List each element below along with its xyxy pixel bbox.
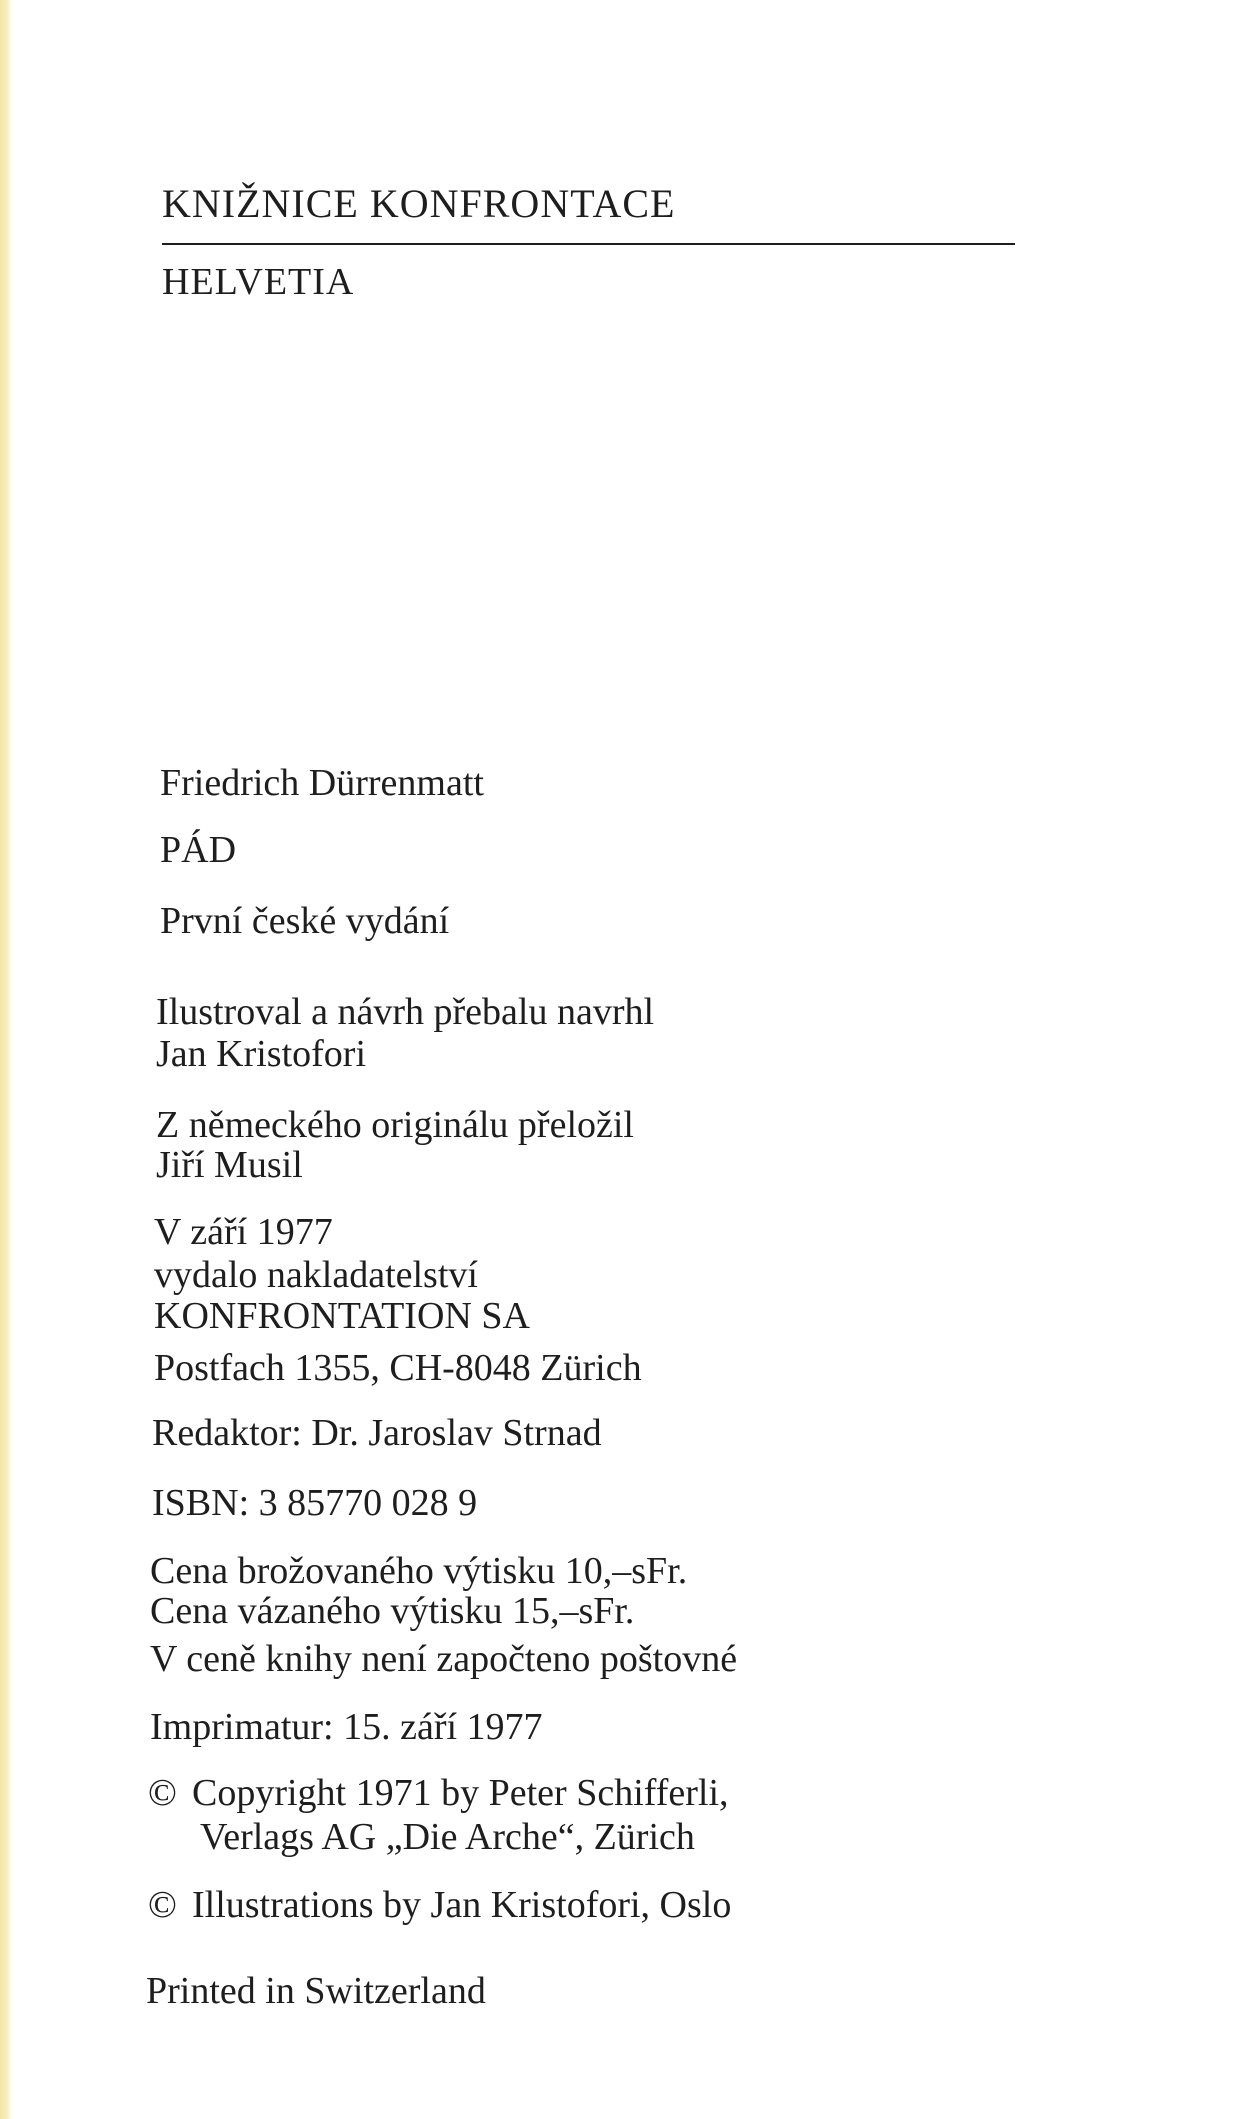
price-hardcover: Cena vázaného výtisku 15,–sFr. [150,1590,635,1632]
copyright-line2: Verlags AG „Die Arche“, Zürich [200,1816,695,1858]
illustration-credit-line2: Jan Kristofori [156,1033,367,1075]
translation-credit-line1: Z německého originálu přeložil [156,1104,634,1146]
isbn-line: ISBN: 3 85770 028 9 [152,1482,478,1524]
copyright-text: Copyright 1971 by Peter Schifferli, [192,1772,729,1814]
book-author: Friedrich Dürrenmatt [160,762,484,804]
imprimatur-line: Imprimatur: 15. září 1977 [150,1706,543,1748]
printed-in: Printed in Switzerland [146,1970,486,2012]
illustration-credit-line1: Ilustroval a návrh přebalu navrhl [156,991,655,1033]
book-edition: První české vydání [160,900,450,942]
publisher-name: KONFRONTATION SA [154,1295,530,1337]
publisher-address: Postfach 1355, CH-8048 Zürich [154,1347,642,1389]
copyright-symbol: © [148,1772,177,1814]
translation-credit-line2: Jiří Musil [156,1144,303,1186]
copyright-symbol-illustrations: © [148,1884,177,1926]
illustrations-copyright-text: Illustrations by Jan Kristofori, Oslo [192,1884,732,1926]
illustrations-copyright-line [148,1886,731,1924]
series-subtitle: HELVETIA [162,261,355,303]
series-title: KNIŽNICE KONFRONTACE [162,181,676,226]
copyright-line1 [148,1774,729,1812]
book-title: PÁD [160,829,237,871]
postage-note: V ceně knihy není započteno poštovné [150,1638,738,1680]
editor-line: Redaktor: Dr. Jaroslav Strnad [152,1412,602,1454]
series-divider [162,243,1015,245]
price-paperback: Cena brožovaného výtisku 10,–sFr. [150,1550,688,1592]
published-by: vydalo nakladatelství [154,1254,478,1296]
publication-date: V září 1977 [154,1211,333,1253]
